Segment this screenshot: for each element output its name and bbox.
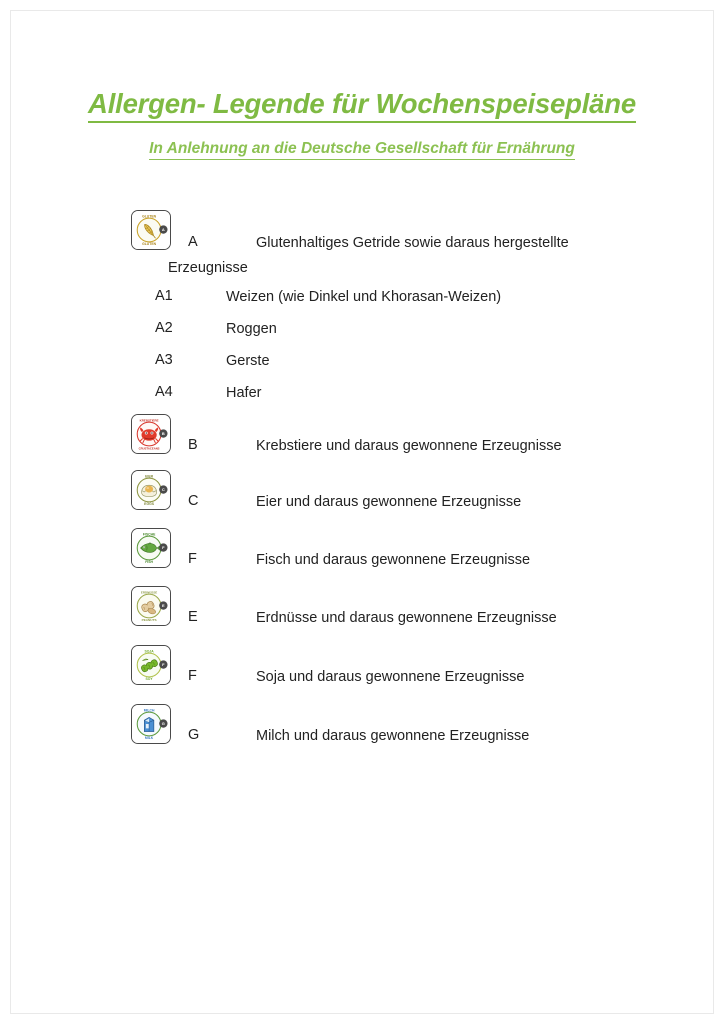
- list-item: [0, 346, 724, 378]
- allergen-description: Fisch und daraus gewonnene Erzeugnisse: [256, 552, 531, 568]
- page-subtitle-text: In Anlehnung an die Deutsche Gesellschaft für Ernährung: [149, 140, 575, 160]
- svg-text:C: C: [161, 486, 165, 492]
- allergen-subcode: A3: [155, 352, 173, 368]
- allergen-code: E: [188, 609, 198, 625]
- allergen-description: Krebstiere und daraus gewonnene Erzeugnisse: [256, 438, 562, 454]
- allergen-subdescription: Hafer: [226, 385, 262, 401]
- allergen-subcode: A1: [155, 288, 173, 304]
- allergen-list: [0, 208, 724, 758]
- list-item: [0, 641, 724, 700]
- svg-text:A: A: [161, 226, 165, 232]
- peanut-icon-label-bottom: PEANUTS: [141, 618, 157, 623]
- gluten-icon: [131, 210, 171, 250]
- soy-icon-label-bottom: SOY: [145, 677, 153, 682]
- crustacean-icon-label-top: KREBSTIERE: [139, 418, 159, 423]
- page-title-text: Allergen- Legende für Wochenspeisepläne: [88, 88, 636, 123]
- milk-icon-art: [132, 705, 170, 743]
- page-subtitle: [0, 140, 724, 160]
- allergen-subcode: A2: [155, 320, 173, 336]
- allergen-subcode: A4: [155, 384, 173, 400]
- list-item: [0, 410, 724, 466]
- egg-icon: [131, 470, 171, 510]
- allergen-subdescription: Weizen (wie Dinkel und Khorasan-Weizen): [226, 289, 502, 305]
- list-item: [0, 524, 724, 582]
- allergen-description: Milch und daraus gewonnene Erzeugnisse: [256, 728, 530, 744]
- peanut-icon-art: [132, 587, 170, 625]
- allergen-code: B: [188, 437, 198, 453]
- gluten-icon-art: [132, 211, 170, 249]
- allergen-subdescription: Roggen: [226, 321, 277, 337]
- soy-icon-art: [132, 646, 170, 684]
- allergen-code: A: [188, 234, 198, 250]
- egg-icon-art: [132, 471, 170, 509]
- svg-text:F: F: [162, 661, 165, 667]
- crustacean-icon-label-bottom: CRUSTACEANS: [138, 447, 160, 451]
- list-item: [0, 314, 724, 346]
- milk-icon-label-top: MILCH: [143, 708, 155, 713]
- svg-text:B: B: [161, 430, 165, 436]
- allergen-description: Erdnüsse und daraus gewonnene Erzeugnisse: [256, 610, 557, 626]
- svg-text:E: E: [162, 602, 165, 608]
- page-title: [0, 88, 724, 123]
- list-item: [0, 208, 724, 282]
- allergen-description-line2: Erzeugnisse: [168, 260, 248, 276]
- list-item: [0, 466, 724, 524]
- crustacean-icon: [131, 414, 171, 454]
- list-item: [0, 582, 724, 641]
- fish-icon: [131, 528, 171, 568]
- soy-icon: [131, 645, 171, 685]
- list-item: [0, 282, 724, 314]
- fish-icon-label-bottom: FISH: [145, 560, 153, 565]
- peanut-icon: [131, 586, 171, 626]
- egg-icon-label-top: EIER: [145, 474, 154, 479]
- gluten-icon-label-top: GLUTEN: [142, 214, 157, 219]
- allergen-code: G: [188, 727, 200, 743]
- soy-icon-label-top: SOJA: [144, 649, 154, 654]
- fish-icon-art: [132, 529, 170, 567]
- svg-text:F: F: [162, 544, 165, 550]
- list-item: [0, 378, 724, 410]
- allergen-code: C: [188, 493, 199, 509]
- peanut-icon-label-top: ERDNÜSSE: [140, 590, 158, 595]
- allergen-description: Soja und daraus gewonnene Erzeugnisse: [256, 669, 525, 685]
- allergen-code: F: [188, 668, 197, 684]
- allergen-subdescription: Gerste: [226, 353, 270, 369]
- gluten-icon-label-bottom: GLUTEN: [142, 242, 157, 247]
- allergen-description: Eier und daraus gewonnene Erzeugnisse: [256, 494, 522, 510]
- list-item: [0, 700, 724, 758]
- svg-text:G: G: [161, 720, 165, 726]
- egg-icon-label-bottom: EGGS: [144, 502, 155, 507]
- milk-icon-label-bottom: MILK: [144, 736, 154, 741]
- allergen-code: F: [188, 551, 197, 567]
- allergen-description: Glutenhaltiges Getride sowie daraus hergestellte: [256, 235, 569, 251]
- crustacean-icon-art: [132, 415, 170, 453]
- fish-icon-label-top: FISCHE: [142, 532, 156, 537]
- milk-icon: [131, 704, 171, 744]
